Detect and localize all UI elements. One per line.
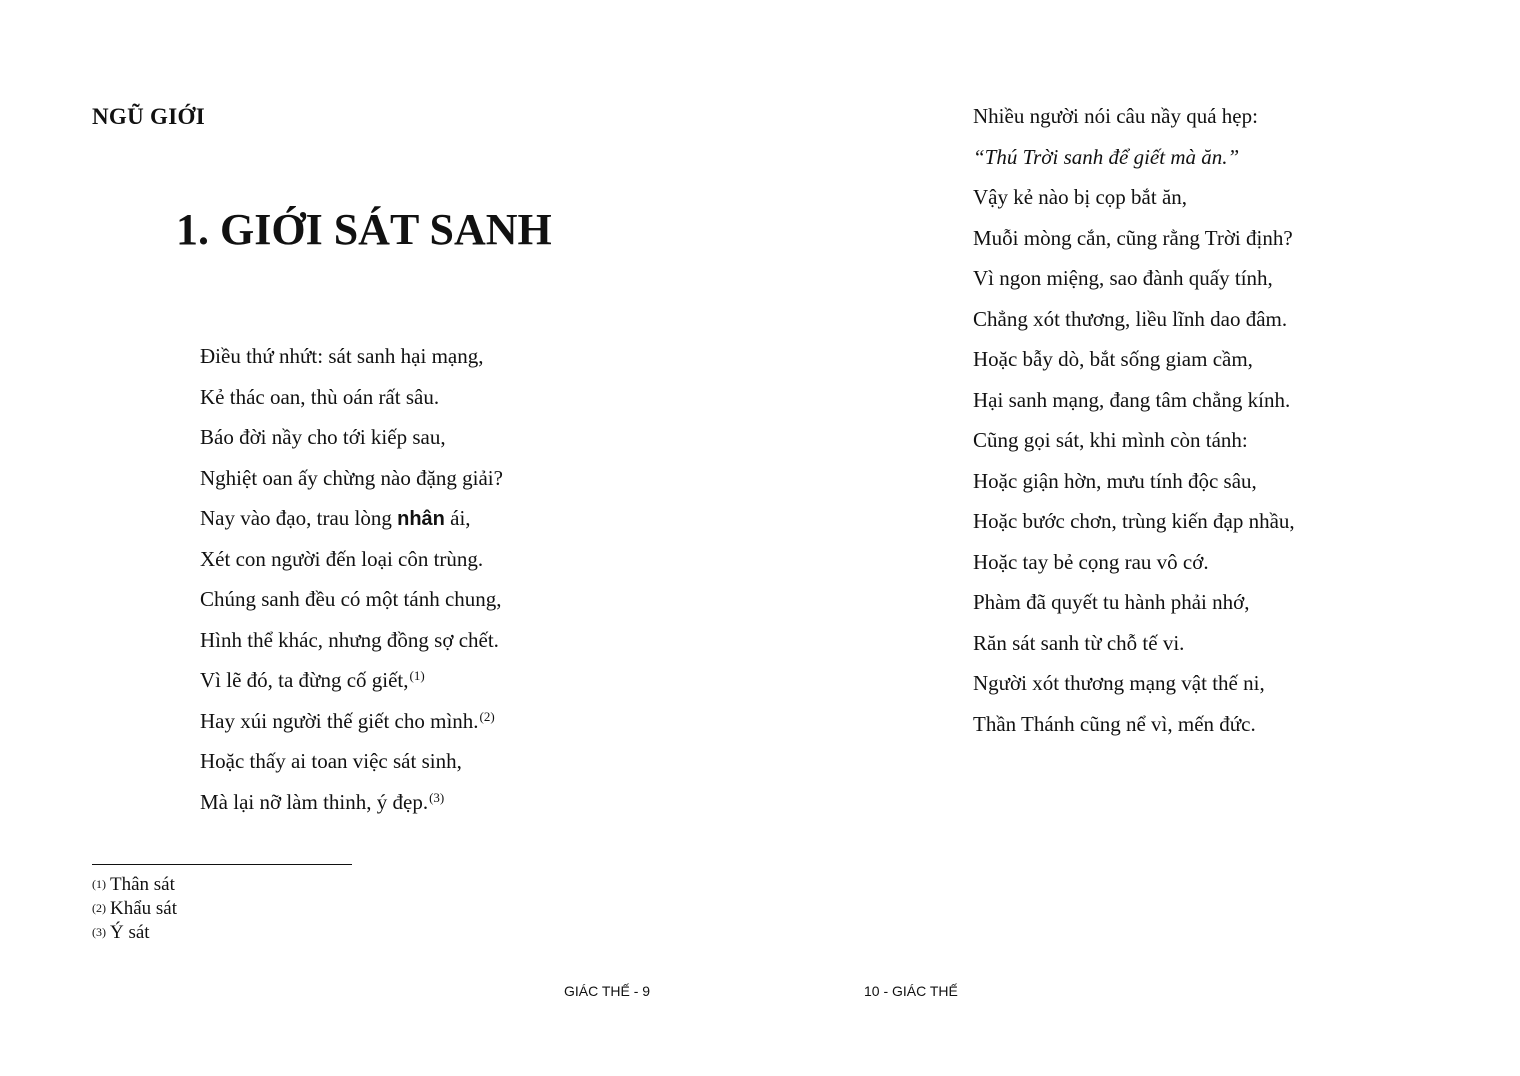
footnote-mark: (1) — [92, 877, 106, 891]
line-text: Xét con người đến loại côn trùng. — [200, 546, 484, 571]
footnote-text: Khẩu sát — [110, 898, 178, 919]
line-text: Hoặc bẫy dò, bắt sống giam cầm, — [973, 347, 1253, 371]
line-text: Chẳng xót thương, liều lĩnh dao đâm. — [973, 306, 1288, 331]
page-number-left: GIÁC THẾ - 9 — [564, 983, 651, 999]
line-text: Nghiệt oan ấy chừng nào đặng giải? — [200, 465, 503, 490]
line-text: Người xót thương mạng vật thế ni, — [973, 671, 1265, 695]
chapter-title: 1. GIỚI SÁT SANH — [176, 205, 552, 254]
line-text: Thần Thánh cũng nể vì, mến đức. — [973, 711, 1256, 736]
line-text: Hình thể khác, nhưng đồng sợ chết. — [200, 627, 499, 652]
line-text: Báo đời nầy cho tới kiếp sau, — [200, 425, 446, 449]
poem-line — [973, 548, 1295, 589]
emphasized-word: nhân — [397, 508, 445, 530]
line-text: Vì lẽ đó, ta đừng cố giết, — [200, 668, 409, 692]
line-text: Phàm đã quyết tu hành phải nhớ, — [973, 590, 1250, 614]
poem-line — [973, 629, 1295, 670]
line-text: Vậy kẻ nào bị cọp bắt ăn, — [973, 185, 1188, 209]
poem-line — [200, 504, 503, 545]
page-number-right: 10 - GIÁC THẾ — [864, 983, 958, 999]
poem-line — [973, 669, 1295, 710]
footnote-reference: (3) — [429, 789, 445, 805]
poem-line — [973, 467, 1295, 508]
poem-line — [200, 707, 503, 748]
poem-line — [973, 507, 1295, 548]
footnote-text: Ý sát — [110, 922, 150, 943]
poem-line — [200, 464, 503, 505]
section-heading: NGŨ GIỚI — [92, 104, 205, 129]
line-text: Điều thứ nhứt: sát sanh hại mạng, — [200, 344, 484, 368]
line-text: Hoặc bước chơn, trùng kiến đạp nhầu, — [973, 509, 1295, 533]
line-text: Vì ngon miệng, sao đành quấy tính, — [973, 266, 1273, 290]
poem-line — [973, 183, 1295, 224]
poem-line — [200, 585, 503, 626]
line-text: “Thú Trời sanh để giết mà ăn.” — [973, 144, 1240, 169]
line-text: Hoặc tay bẻ cọng rau vô cớ. — [973, 549, 1209, 574]
footnote-mark: (2) — [92, 901, 106, 915]
poem-line — [973, 588, 1295, 629]
line-text: Hay xúi người thế giết cho mình. — [200, 708, 479, 733]
poem-line — [200, 666, 503, 707]
line-text: Hoặc thấy ai toan việc sát sinh, — [200, 749, 462, 773]
poem-line — [200, 383, 503, 424]
line-text: Hại sanh mạng, đang tâm chẳng kính. — [973, 387, 1291, 412]
poem-line — [973, 386, 1295, 427]
poem-line — [973, 305, 1295, 346]
line-text: Nhiều người nói câu nầy quá hẹp: — [973, 104, 1258, 128]
footnotes — [92, 873, 177, 945]
poem-left — [200, 342, 503, 828]
footnote-reference: (2) — [479, 708, 495, 724]
line-text: Cũng gọi sát, khi mình còn tánh: — [973, 428, 1248, 452]
footnote-divider — [92, 864, 352, 865]
poem-line — [973, 426, 1295, 467]
footnote — [92, 897, 177, 921]
poem-line — [200, 747, 503, 788]
line-text: ái, — [444, 506, 471, 530]
line-text: Kẻ thác oan, thù oán rất sâu. — [200, 384, 440, 409]
poem-line — [973, 143, 1295, 184]
line-text: Răn sát sanh từ chỗ tế vi. — [973, 630, 1185, 655]
poem-line — [200, 545, 503, 586]
footnote-reference: (1) — [409, 668, 425, 683]
footnote — [92, 921, 177, 945]
poem-line — [973, 264, 1295, 305]
poem-line — [200, 788, 503, 829]
line-text: Hoặc giận hờn, mưu tính độc sâu, — [973, 468, 1257, 493]
line-text: Mà lại nỡ làm thinh, ý đẹp. — [200, 789, 429, 814]
footnote — [92, 873, 177, 897]
poem-line — [973, 102, 1295, 143]
line-text: Muỗi mòng cắn, cũng rằng Trời định? — [973, 225, 1293, 250]
poem-right — [973, 102, 1295, 750]
poem-line — [973, 710, 1295, 751]
poem-line — [200, 342, 503, 383]
line-text: Chúng sanh đều có một tánh chung, — [200, 587, 502, 611]
poem-line — [200, 626, 503, 667]
footnote-mark: (3) — [92, 925, 106, 939]
poem-line — [200, 423, 503, 464]
line-text: Nay vào đạo, trau lòng — [200, 506, 398, 530]
right-page — [760, 0, 1520, 1076]
poem-line — [973, 224, 1295, 265]
footnote-text: Thân sát — [110, 874, 175, 895]
poem-line — [973, 345, 1295, 386]
